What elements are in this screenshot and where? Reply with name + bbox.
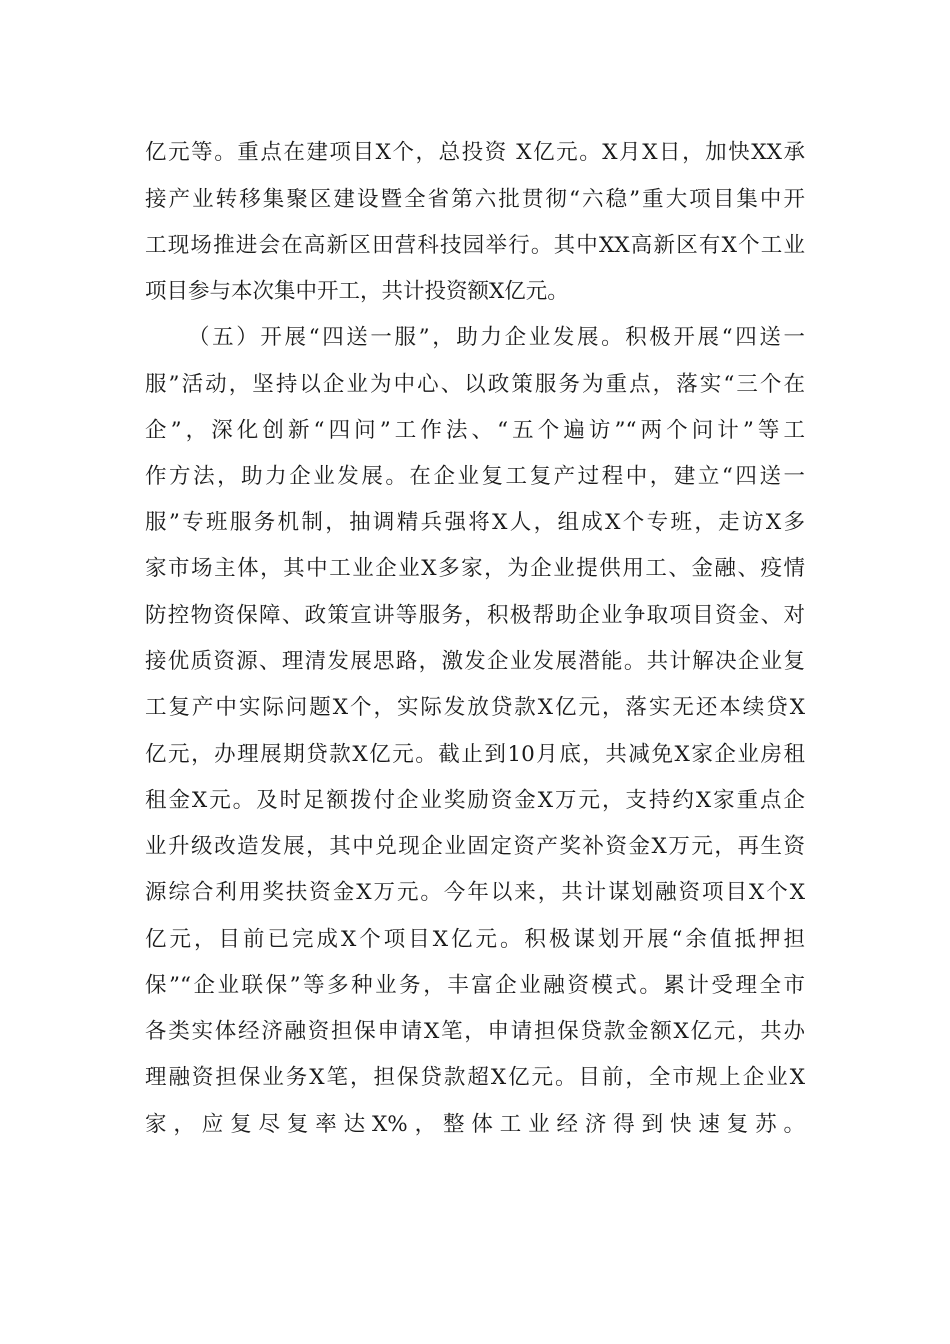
text-line: 保”“企业联保”等多种业务，丰富企业融资模式。累计受理全市 [145, 973, 805, 998]
text-line: 工复产中实际问题X个，实际发放贷款X亿元，落实无还本续贷X [145, 695, 805, 720]
text-line: 理融资担保业务X笔，担保贷款超X亿元。目前，全市规上企业X [145, 1065, 805, 1090]
text-line [145, 1151, 805, 1191]
text-line: 源综合利用奖扶资金X万元。今年以来，共计谋划融资项目X个X [145, 880, 805, 905]
text-line: 防控物资保障、政策宣讲等服务，积极帮助企业争取项目资金、对 [145, 603, 805, 628]
text-line: 亿元，办理展期贷款X亿元。截止到10月底，共减免X家企业房租 [145, 742, 805, 767]
text-line: 服”专班服务机制，抽调精兵强将X人，组成X个专班，走访X多 [145, 510, 805, 535]
text-line: 作方法，助力企业发展。在企业复工复产过程中，建立“四送一 [145, 464, 805, 489]
text-line: 企”，深化创新“四问”工作法、“五个遍访”“两个问计”等工 [145, 418, 805, 443]
text-line: 家市场主体，其中工业企业X多家，为企业提供用工、金融、疫情 [145, 556, 805, 581]
text-line [145, 1197, 805, 1237]
text-line: 各类实体经济融资担保申请X笔，申请担保贷款金额X亿元，共办 [145, 1019, 805, 1044]
text-line: 项目参与本次集中开工，共计投资额X亿元。 [145, 279, 569, 304]
text-line: 亿元，目前已完成X个项目X亿元。积极谋划开展“余值抵押担 [145, 927, 805, 952]
section-heading-line: （五）开展“四送一服”，助力企业发展。积极开展“四送一 [188, 325, 805, 350]
text-line: 租金X元。及时足额拨付企业奖励资金X万元，支持约X家重点企 [145, 788, 805, 813]
text-line: 服”活动，坚持以企业为中心、以政策服务为重点，落实“三个在 [145, 372, 805, 397]
text-line: 工现场推进会在高新区田营科技园举行。其中XX高新区有X个工业 [145, 233, 805, 258]
text-line: 接优质资源、理清发展思路，激发企业发展潜能。共计解决企业复 [145, 649, 805, 674]
text-line: 接产业转移集聚区建设暨全省第六批贯彻“六稳”重大项目集中开 [145, 187, 805, 212]
text-line: 亿元等。重点在建项目X个，总投资 X亿元。X月X日，加快XX承 [145, 140, 805, 165]
text-line: 家，应复尽复率达X%，整体工业经济得到快速复苏。 [145, 1112, 805, 1137]
text-line: 业升级改造发展，其中兑现企业固定资产奖补资金X万元，再生资 [145, 834, 805, 859]
